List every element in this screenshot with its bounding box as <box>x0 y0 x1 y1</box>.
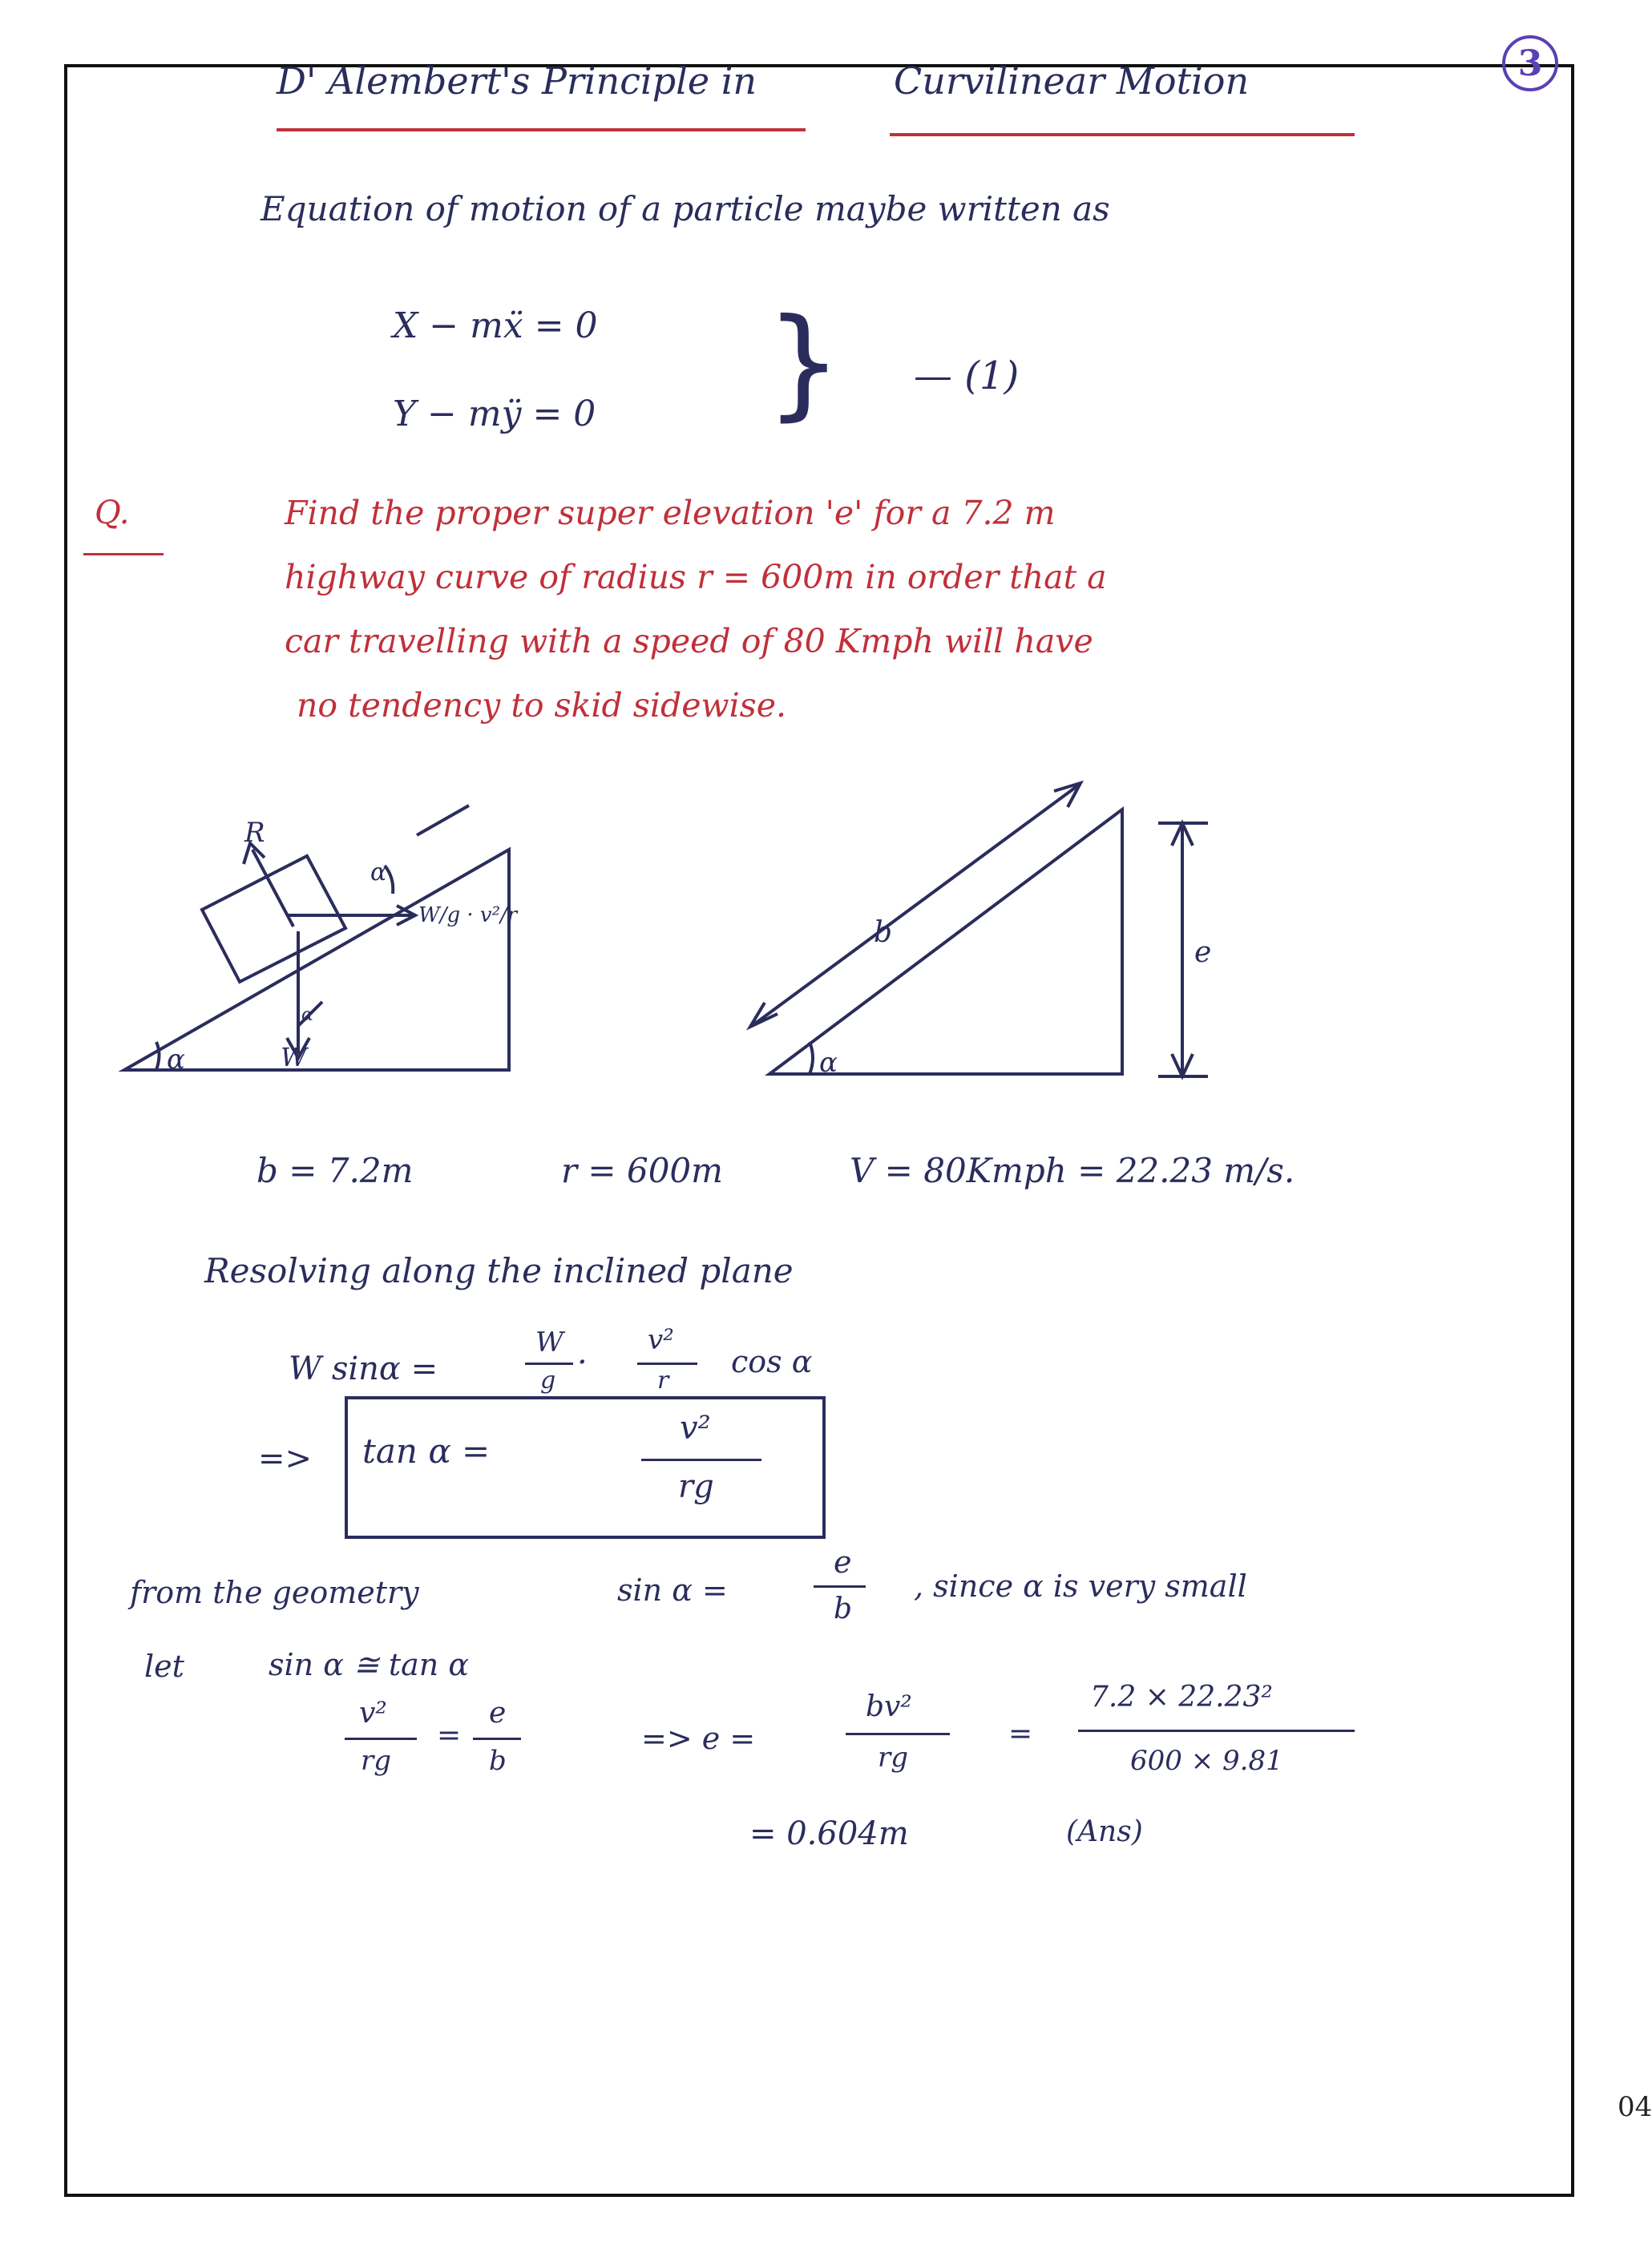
final-n-den: 600 × 9.81 <box>1130 1745 1283 1777</box>
label-R: R <box>244 817 265 849</box>
step1-frac1-den: g <box>540 1367 556 1395</box>
final-m-den: rg <box>878 1742 909 1774</box>
label-alpha-geometry: α <box>819 1047 838 1079</box>
hypotenuse-dimension <box>752 785 1078 1026</box>
question-line-3: car travelling with a speed of 80 Kmph will have <box>285 622 1093 660</box>
step1-frac1-bar <box>525 1363 573 1365</box>
final-ans: (Ans) <box>1066 1815 1143 1848</box>
title-underline-right <box>890 133 1355 136</box>
step1-tail: cos α <box>731 1344 813 1379</box>
question-line-4: no tendency to skid sidewise. <box>297 686 787 725</box>
given-v: V = 80Kmph = 22.23 m/s. <box>850 1151 1295 1190</box>
final-r-fracbar <box>473 1738 521 1740</box>
label-alpha-small: α <box>301 1005 313 1025</box>
geometry-triangle <box>769 810 1122 1074</box>
boxed-den: rg <box>678 1468 714 1505</box>
final-l-fracbar <box>345 1738 417 1740</box>
title-underline-left <box>277 128 806 131</box>
given-b: b = 7.2m <box>256 1151 414 1190</box>
step1-frac2-num: v² <box>648 1324 674 1356</box>
boxed-num: v² <box>680 1410 711 1447</box>
equation-y: Y − mÿ = 0 <box>393 394 596 434</box>
question-line-2: highway curve of radius r = 600m in order that a <box>285 558 1107 596</box>
given-r: r = 600m <box>561 1151 723 1190</box>
final-n-fracbar <box>1078 1730 1355 1732</box>
boxed-arrow: => <box>258 1440 313 1477</box>
geometry-since: , since α is very small <box>914 1569 1247 1604</box>
step1-frac2-den: r <box>657 1367 669 1395</box>
title-right: Curvilinear Motion <box>894 59 1250 103</box>
equation-x: X − mẍ = 0 <box>393 305 598 346</box>
let-approx: sin α ≅ tan α <box>269 1647 470 1682</box>
let-text: let <box>144 1649 184 1684</box>
question-tag-underline <box>83 553 164 555</box>
hypotenuse-arrow-head-bottom <box>750 1003 778 1027</box>
label-W: W <box>281 1042 307 1072</box>
step1-frac1-num: W <box>535 1326 563 1359</box>
geometry-fracbar <box>814 1585 866 1588</box>
incline-extension <box>417 805 469 835</box>
geometry-num: e <box>834 1544 852 1580</box>
step1-dot: · <box>577 1344 588 1381</box>
figure-geometry-triangle <box>745 781 1250 1102</box>
boxed-fracbar <box>641 1459 761 1461</box>
final-n-num: 7.2 × 22.23² <box>1090 1681 1273 1714</box>
final-m-fracbar <box>846 1733 950 1735</box>
label-e: e <box>1194 936 1212 969</box>
intro-text: Equation of motion of a particle maybe written as <box>261 189 1110 228</box>
final-m-num: bv² <box>866 1690 912 1723</box>
equation-label: — (1) <box>914 353 1020 398</box>
boxed-lhs: tan α = <box>362 1431 491 1471</box>
label-b: b <box>874 916 893 949</box>
final-implies: => e = <box>641 1721 756 1756</box>
figure-incline-block <box>112 793 529 1090</box>
angle-arc <box>156 1042 160 1070</box>
incline-triangle <box>124 850 509 1070</box>
geometry-den: b <box>834 1593 853 1625</box>
geometry-angle-arc <box>810 1042 813 1074</box>
geometry-sin: sin α = <box>617 1573 728 1608</box>
title-left: D' Alembert's Principle in <box>277 59 757 103</box>
resolving-text: Resolving along the inclined plane <box>204 1251 794 1290</box>
final-l-num: v² <box>359 1697 387 1730</box>
geometry-text: from the geometry <box>130 1575 419 1610</box>
block <box>202 856 345 982</box>
final-r-num: e <box>489 1697 507 1730</box>
step1-frac2-bar <box>637 1363 697 1365</box>
final-eq: = <box>437 1719 462 1752</box>
final-l-den: rg <box>361 1745 392 1777</box>
final-r-den: b <box>489 1745 507 1777</box>
step1-lhs: W sinα = <box>289 1351 438 1387</box>
label-alpha: α <box>167 1044 185 1076</box>
edge-mark: 04 <box>1618 2091 1652 2123</box>
final-result: = 0.604m <box>749 1815 909 1852</box>
label-force: W/g · v²/r <box>418 903 518 927</box>
equation-brace: } <box>765 293 842 433</box>
final-eq-2: = <box>1008 1718 1033 1750</box>
question-tag: Q. <box>95 495 130 531</box>
page-number: 3 <box>1517 42 1543 84</box>
label-alpha-top: α <box>370 858 387 886</box>
question-line-1: Find the proper super elevation 'e' for a 7.2 m <box>285 494 1056 532</box>
page-number-badge <box>1502 35 1558 91</box>
